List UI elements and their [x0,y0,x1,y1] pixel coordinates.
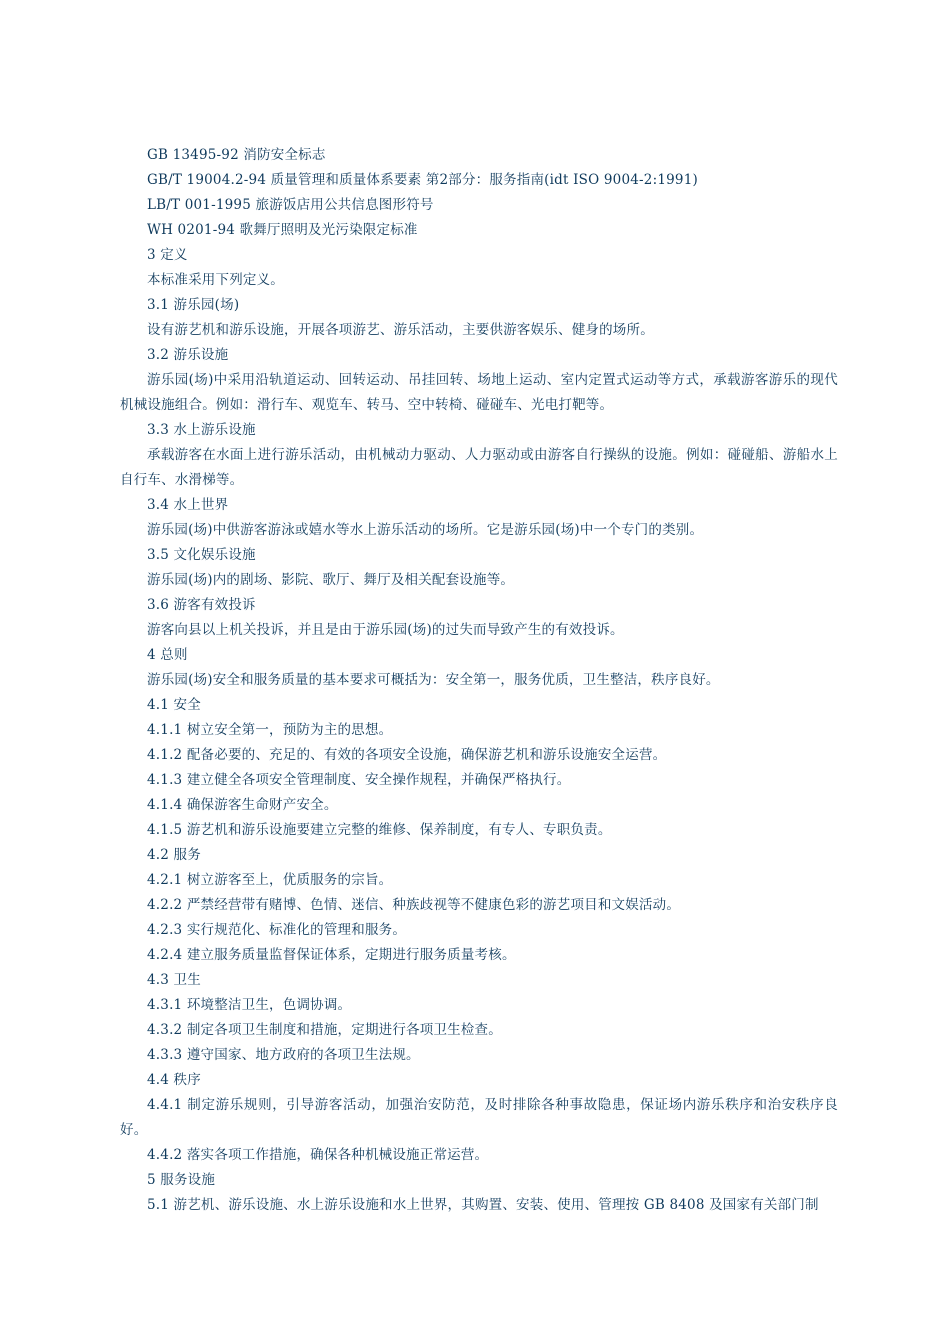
text-line: 游客向县以上机关投诉，并且是由于游乐园(场)的过失而导致产生的有效投诉。 [147,622,624,638]
text-line: WH 0201-94 歌舞厅照明及光污染限定标准 [147,222,418,238]
document-page [120,143,838,1218]
text-line: 3.1 游乐园(场) [147,297,240,313]
text-line: 游乐园(场)内的剧场、影院、歌厅、舞厅及相关配套设施等。 [147,572,515,588]
text-line: 游乐园(场)中采用沿轨道运动、回转运动、吊挂回转、场地上运动、室内定置式运动等方式，承载游客游乐的现代机械设施组合。例如：滑行车、观览车、转马、空中转椅、碰碰车、光电打靶等。 [120,372,838,413]
text-line: 3.2 游乐设施 [147,347,229,363]
text-line: 3.5 文化娱乐设施 [147,547,256,563]
text-line: 3 定义 [147,247,188,263]
text-line: 承载游客在水面上进行游乐活动，由机械动力驱动、人力驱动或由游客自行操纵的设施。例如：碰碰船、游船水上自行车、水滑梯等。 [120,447,838,488]
text-line: 4.3.1 环境整洁卫生，色调协调。 [147,997,352,1013]
text-line: 4.4.2 落实各项工作措施，确保各种机械设施正常运营。 [147,1147,489,1163]
text-line: 4.2.1 树立游客至上，优质服务的宗旨。 [147,872,393,888]
text-line: 4.4 秩序 [147,1072,201,1088]
text-line: 4.1.4 确保游客生命财产安全。 [147,797,338,813]
text-line: 4.1 安全 [147,697,201,713]
text-line: 4.2.2 严禁经营带有赌博、色情、迷信、种族歧视等不健康色彩的游艺项目和文娱活动。 [147,897,681,913]
text-line: 4.4.1 制定游乐规则，引导游客活动，加强治安防范，及时排除各种事故隐患，保证场内游乐秩序和治安秩序良好。 [120,1097,838,1138]
text-line: 5 服务设施 [147,1172,216,1188]
text-line: 游乐园(场)中供游客游泳或嬉水等水上游乐活动的场所。它是游乐园(场)中一个专门的类别。 [147,522,704,538]
text-line: 5.1 游艺机、游乐设施、水上游乐设施和水上世界，其购置、安装、使用、管理按 GB 8408 及国家有关部门制 [147,1197,819,1213]
text-line: 4.1.2 配备必要的、充足的、有效的各项安全设施，确保游艺机和游乐设施安全运营。 [147,747,667,763]
text-line: 4.3.2 制定各项卫生制度和措施，定期进行各项卫生检查。 [147,1022,502,1038]
text-line: 4.1.1 树立安全第一，预防为主的思想。 [147,722,393,738]
text-line: 3.6 游客有效投诉 [147,597,256,613]
text-line: 设有游艺机和游乐设施，开展各项游艺、游乐活动，主要供游客娱乐、健身的场所。 [147,322,654,338]
text-line: 4.2.4 建立服务质量监督保证体系，定期进行服务质量考核。 [147,947,516,963]
text-line: 4.3.3 遵守国家、地方政府的各项卫生法规。 [147,1047,420,1063]
text-line: 4.2 服务 [147,847,201,863]
text-line: 3.4 水上世界 [147,497,229,513]
text-line: GB 13495-92 消防安全标志 [147,147,326,163]
text-line: 4 总则 [147,647,188,663]
text-line: GB/T 19004.2-94 质量管理和质量体系要素 第2部分：服务指南(idt ISO 9004-2:1991) [147,172,698,188]
text-line: 游乐园(场)安全和服务质量的基本要求可概括为：安全第一，服务优质，卫生整洁，秩序良好。 [147,672,720,688]
text-line: 4.1.5 游艺机和游乐设施要建立完整的维修、保养制度，有专人、专职负责。 [147,822,612,838]
text-line: 4.1.3 建立健全各项安全管理制度、安全操作规程，并确保严格执行。 [147,772,571,788]
text-line: 本标准采用下列定义。 [147,272,284,288]
text-line: 3.3 水上游乐设施 [147,422,256,438]
text-line: LB/T 001-1995 旅游饭店用公共信息图形符号 [147,197,434,213]
text-line: 4.2.3 实行规范化、标准化的管理和服务。 [147,922,407,938]
text-line: 4.3 卫生 [147,972,201,988]
